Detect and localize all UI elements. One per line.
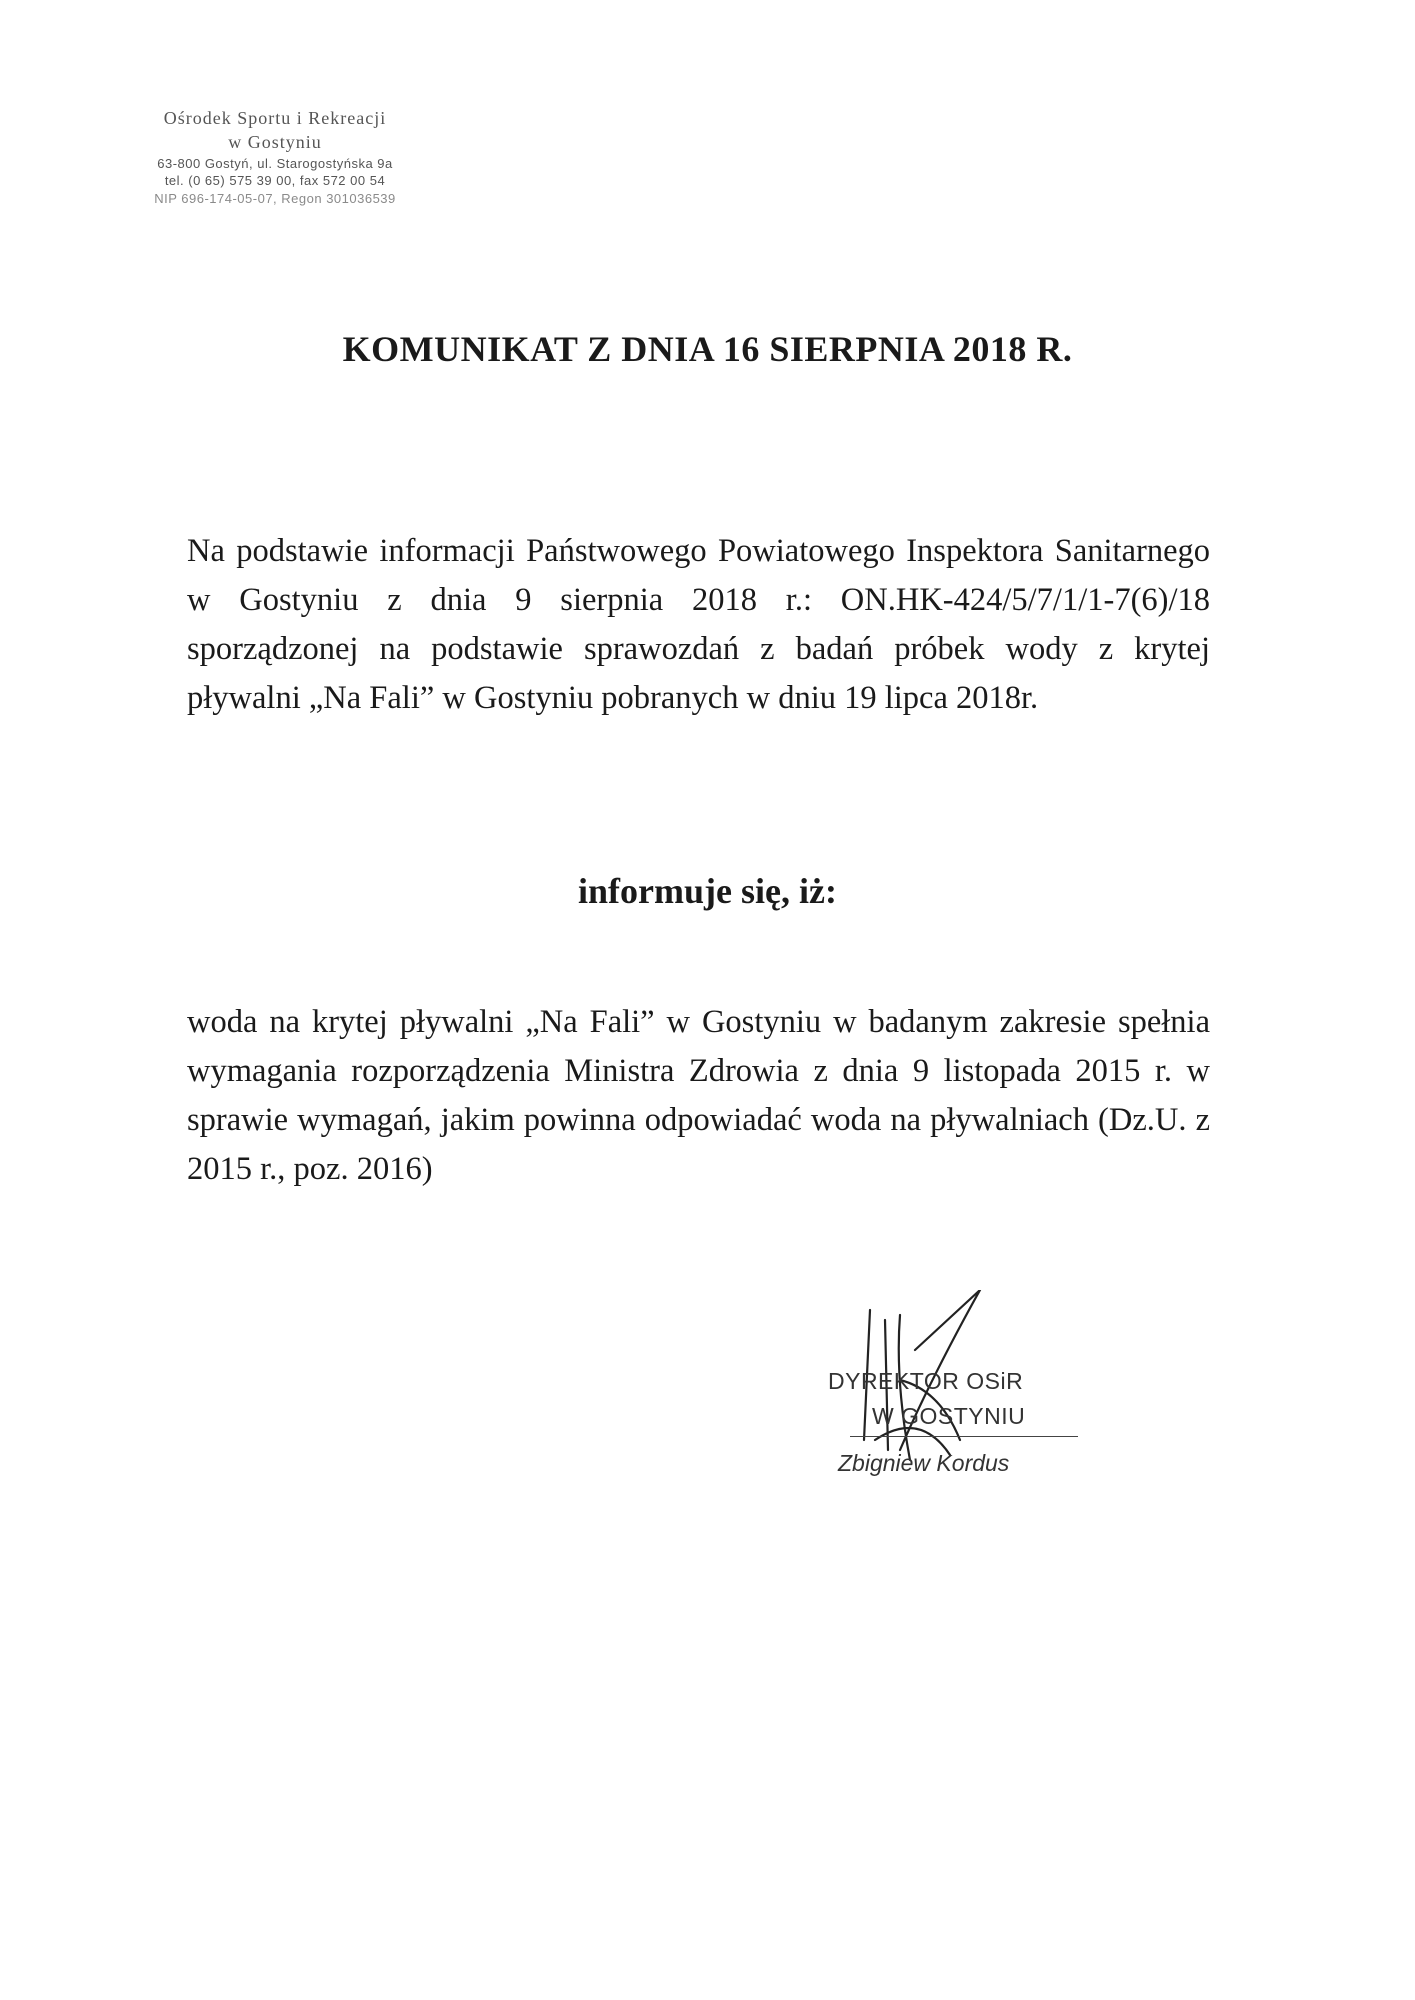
subheading: informuje się, iż: — [578, 871, 837, 911]
document-title: KOMUNIKAT Z DNIA 16 SIERPNIA 2018 R. — [342, 329, 1073, 369]
stamp-org-name: Ośrodek Sportu i Rekreacji — [163, 108, 387, 128]
signature-location: W GOSTYNIU — [872, 1403, 1026, 1429]
signature-block — [820, 1310, 1080, 1490]
signature-title: DYREKTOR OSiR — [828, 1368, 1024, 1394]
body-paragraph: woda na krytej pływalni „Na Fali” w Gostyniu w badanym zakresie spełnia wymagania rozporządzenia Ministra Zdrowia z dnia 9 listopada 2015 r. w sprawie wymagań, jakim powinna odpowiadać woda na pływalniach (Dz.U. z 2015 r., poz. 2016) — [187, 1004, 1210, 1187]
intro-paragraph: Na podstawie informacji Państwowego Powiatowego Inspektora Sanitarnego w Gostyniu z dnia 9 sierpnia 2018 r.: ON.HK-424/5/7/1/1-7(6)/18 sporządzonej na podstawie sprawozdań z badań próbek wody z krytej pływalni „Na Fali” w Gostyniu pobranych w dniu 19 lipca 2018r. — [187, 533, 1210, 716]
stamp-phone-fax: tel. (0 65) 575 39 00, fax 572 00 54 — [164, 173, 386, 189]
stamp-nip-regon: NIP 696-174-05-07, Regon 301036539 — [154, 190, 396, 206]
organization-stamp — [110, 106, 440, 207]
stamp-city: w Gostyniu — [228, 132, 322, 153]
signature-line — [850, 1436, 1078, 1437]
signature-name: Zbigniew Kordus — [838, 1450, 1010, 1476]
stamp-address: 63-800 Gostyń, ul. Starogostyńska 9a — [157, 155, 393, 171]
